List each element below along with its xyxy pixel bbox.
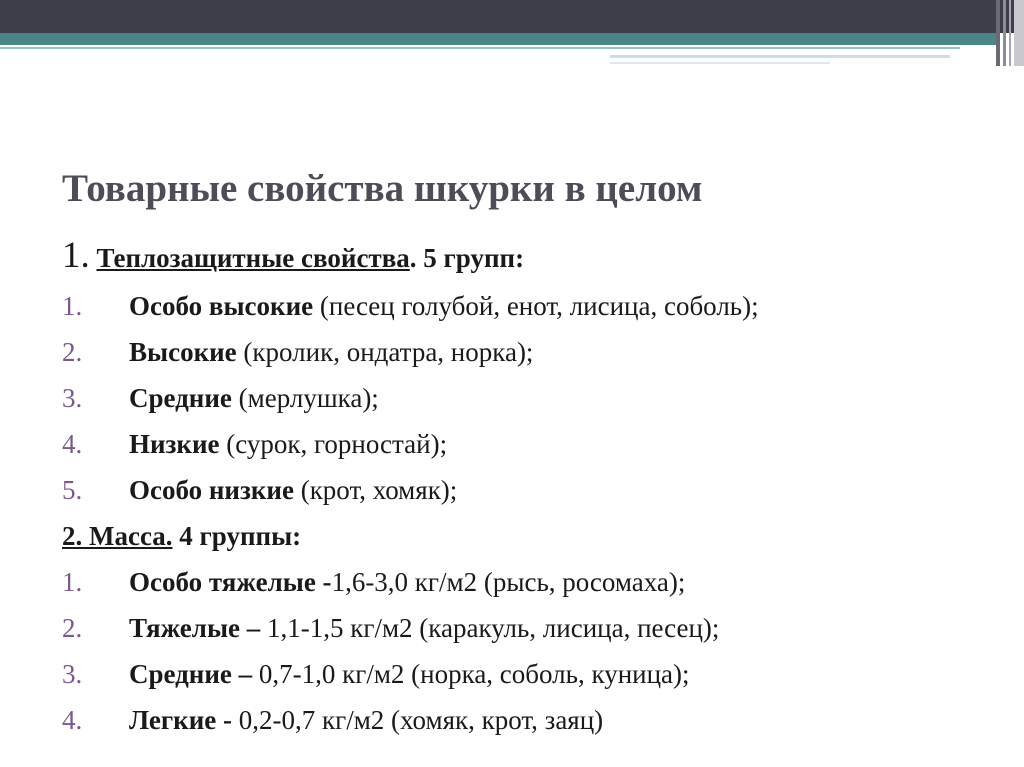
item-term: Особо высокие <box>129 291 314 321</box>
decor-stripe <box>996 0 1000 66</box>
list-item <box>62 380 992 426</box>
item-term: Особо низкие <box>129 475 294 505</box>
decor-line <box>610 62 830 64</box>
item-description: 0,2-0,7 кг/м2 (хомяк, крот, заяц) <box>232 705 604 735</box>
item-term: Высокие <box>129 337 237 367</box>
decor-stripe <box>1014 0 1024 66</box>
item-number: 1. <box>62 291 83 321</box>
item-number: 3. <box>62 383 83 413</box>
item-number: 5. <box>62 475 83 505</box>
item-description: (кролик, ондатра, норка); <box>236 337 534 367</box>
list-item <box>62 334 992 380</box>
decor-line <box>610 55 950 58</box>
item-term: Низкие <box>129 429 220 459</box>
list-item <box>62 288 992 334</box>
item-term: Легкие - <box>129 705 233 735</box>
item-number: 2. <box>62 337 83 367</box>
list-item <box>62 564 992 610</box>
item-term: Средние – <box>129 659 253 689</box>
item-description: (сурок, горностай); <box>219 429 448 459</box>
item-number: 1. <box>62 567 83 597</box>
decor-stripe <box>1009 0 1011 66</box>
section-heading-insulation <box>62 234 992 288</box>
decor-line <box>0 47 960 49</box>
list-item <box>62 702 992 748</box>
list-item <box>62 656 992 702</box>
list-item <box>62 472 992 518</box>
item-number: 3. <box>62 659 83 689</box>
item-description: 1,1-1,5 кг/м2 (каракуль, лисица, песец); <box>260 613 720 643</box>
item-description: (мерлушка); <box>231 383 379 413</box>
item-term: Тяжелые – <box>129 613 261 643</box>
item-term: Особо тяжелые - <box>129 567 332 597</box>
slide-title: Товарные свойства шкурки в целом <box>62 167 703 210</box>
item-description: (крот, хомяк); <box>293 475 458 505</box>
section-number: 1. <box>62 235 90 276</box>
teal-decor-band <box>0 33 1000 45</box>
section-heading-text: Теплозащитные свойства <box>96 243 410 273</box>
item-number: 4. <box>62 705 83 735</box>
list-item <box>62 426 992 472</box>
decor-stripe <box>1003 0 1006 66</box>
list-item <box>62 610 992 656</box>
section-heading-suffix: . 5 групп: <box>409 243 525 273</box>
section-heading-mass <box>62 518 992 564</box>
item-description: 0,7-1,0 кг/м2 (норка, соболь, куница); <box>252 659 690 689</box>
section-heading-text: 2. Масса. <box>62 521 173 551</box>
section-heading-suffix: 4 группы: <box>172 521 302 551</box>
item-description: (песец голубой, енот, лисица, соболь); <box>313 291 759 321</box>
top-decor-bar <box>0 0 1024 33</box>
item-term: Средние <box>129 383 232 413</box>
item-number: 4. <box>62 429 83 459</box>
item-description: 1,6-3,0 кг/м2 (рысь, росомаха); <box>331 567 686 597</box>
item-number: 2. <box>62 613 83 643</box>
slide-content <box>62 234 992 748</box>
